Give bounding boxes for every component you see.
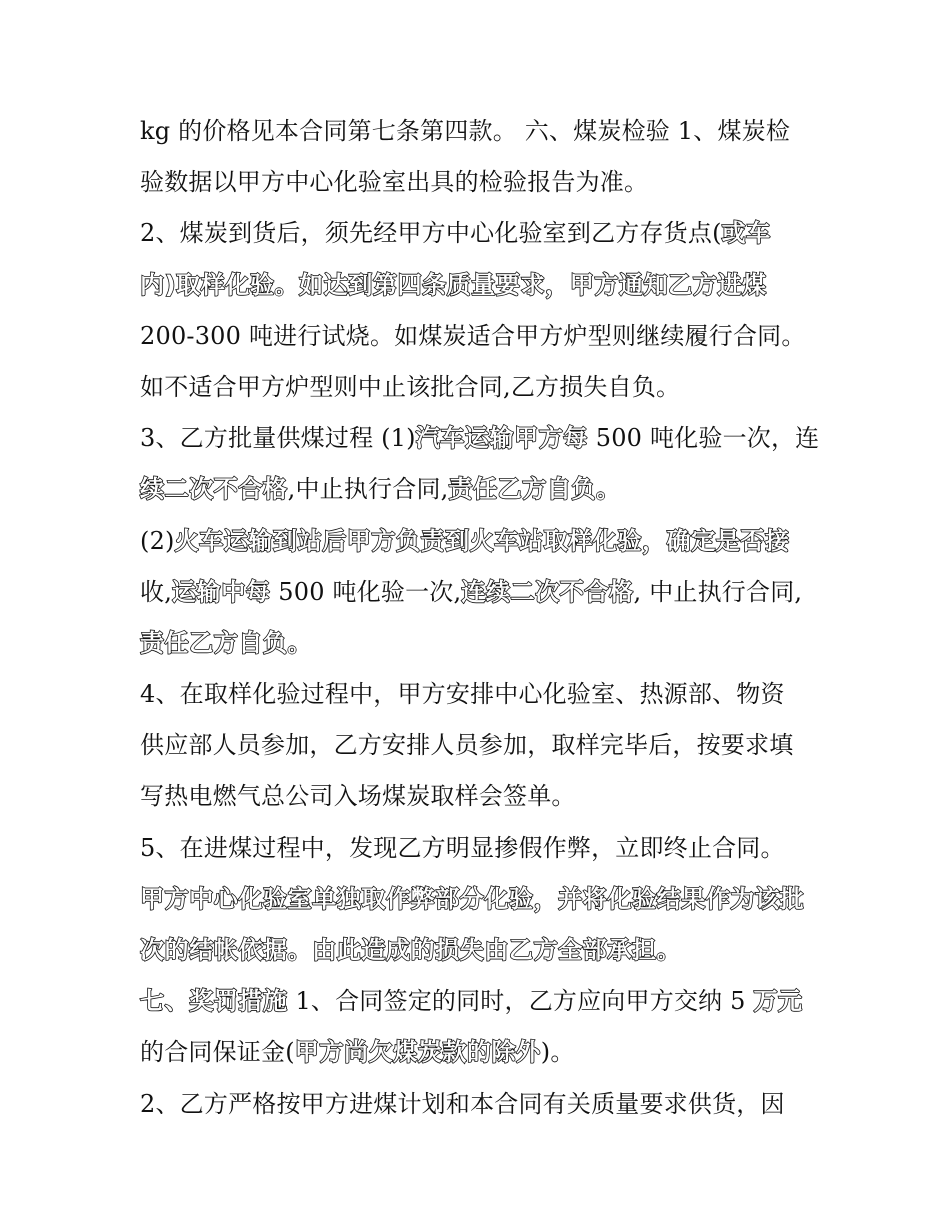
text-line xyxy=(140,976,820,1027)
text-line xyxy=(140,157,820,208)
outlined-text-run: 七、奖罚措施 xyxy=(140,987,288,1016)
outlined-text-run: 责任乙方自负。 xyxy=(140,628,313,657)
text-run: , 中止执行合同, xyxy=(633,577,803,606)
outlined-text-run: 甲方中心化验室单独取作弊部分化验，并将化验结果作为该批 xyxy=(140,884,805,913)
outlined-text-run: 次的结帐依据。由此造成的损失由乙方全部承担。 xyxy=(140,936,682,964)
text-line xyxy=(140,771,820,822)
text-run: 验数据以甲方中心化验室出具的检验报告为准。 xyxy=(140,168,649,197)
text-line xyxy=(140,208,820,259)
text-run: )。 xyxy=(540,1038,575,1067)
outlined-text-run: 内)取样化验。如达到第四条质量要求，甲方通知乙方进煤 xyxy=(140,270,767,299)
text-run: 2、煤炭到货后，须先经甲方中心化验室到乙方存货点( xyxy=(140,219,722,248)
text-line xyxy=(140,1079,820,1130)
text-line xyxy=(140,669,820,720)
text-line xyxy=(140,874,820,925)
text-line xyxy=(140,311,820,362)
outlined-text-run: 或车 xyxy=(721,219,771,248)
text-line xyxy=(140,464,820,515)
outlined-text-run: 责任乙方自负。 xyxy=(448,475,621,504)
text-run: 5、在进煤过程中，发现乙方明显掺假作弊，立即终止合同。 xyxy=(140,833,785,862)
text-run: 3、乙方批量供煤过程 (1) xyxy=(140,424,416,453)
text-run: ,中止执行合同, xyxy=(287,475,449,504)
text-line xyxy=(140,567,820,618)
text-run: 500 吨化验一次，连 xyxy=(587,424,820,453)
document-page xyxy=(140,106,820,1130)
text-run: 的合同保证金( xyxy=(140,1038,295,1067)
text-run: 4、在取样化验过程中，甲方安排中心化验室、热源部、物资 xyxy=(140,680,785,709)
text-run: (2) xyxy=(140,526,175,555)
text-run: 如不适合甲方炉型则中止该批合同,乙方损失自负。 xyxy=(140,372,681,401)
text-line xyxy=(140,106,820,157)
text-line xyxy=(140,925,820,976)
text-line xyxy=(140,260,820,311)
outlined-text-run: 万元 xyxy=(753,987,803,1016)
text-line xyxy=(140,1027,820,1078)
text-line xyxy=(140,362,820,413)
text-line xyxy=(140,618,820,669)
outlined-text-run: 连续二次不合格 xyxy=(461,577,634,606)
text-run: 写热电燃气总公司入场煤炭取样会签单。 xyxy=(140,782,576,811)
text-run: 2、乙方严格按甲方进煤计划和本合同有关质量要求供货，因 xyxy=(140,1089,785,1118)
text-line xyxy=(140,720,820,771)
outlined-text-run: 火车运输到站后甲方负责到火车站取样化验，确定是否接 xyxy=(174,526,790,555)
text-run: 500 吨化验一次, xyxy=(270,577,462,606)
outlined-text-run: 汽车运输甲方每 xyxy=(415,424,588,453)
text-run: 200-300 吨进行试烧。如煤炭适合甲方炉型则继续履行合同。 xyxy=(140,321,806,350)
outlined-text-run: 运输中每 xyxy=(172,577,271,606)
outlined-text-run: 续二次不合格 xyxy=(140,475,288,504)
text-line xyxy=(140,516,820,567)
text-run: 供应部人员参加，乙方安排人员参加，取样完毕后，按要求填 xyxy=(140,731,794,760)
text-line xyxy=(140,413,820,464)
text-run: kg 的价格见本合同第七条第四款。 六、煤炭检验 1、煤炭检 xyxy=(140,117,791,145)
text-line xyxy=(140,823,820,874)
outlined-text-run: 甲方尚欠煤炭款的除外 xyxy=(294,1038,541,1067)
text-run: 收, xyxy=(140,577,173,606)
text-run: 1、合同签定的同时，乙方应向甲方交纳 5 xyxy=(287,987,754,1016)
